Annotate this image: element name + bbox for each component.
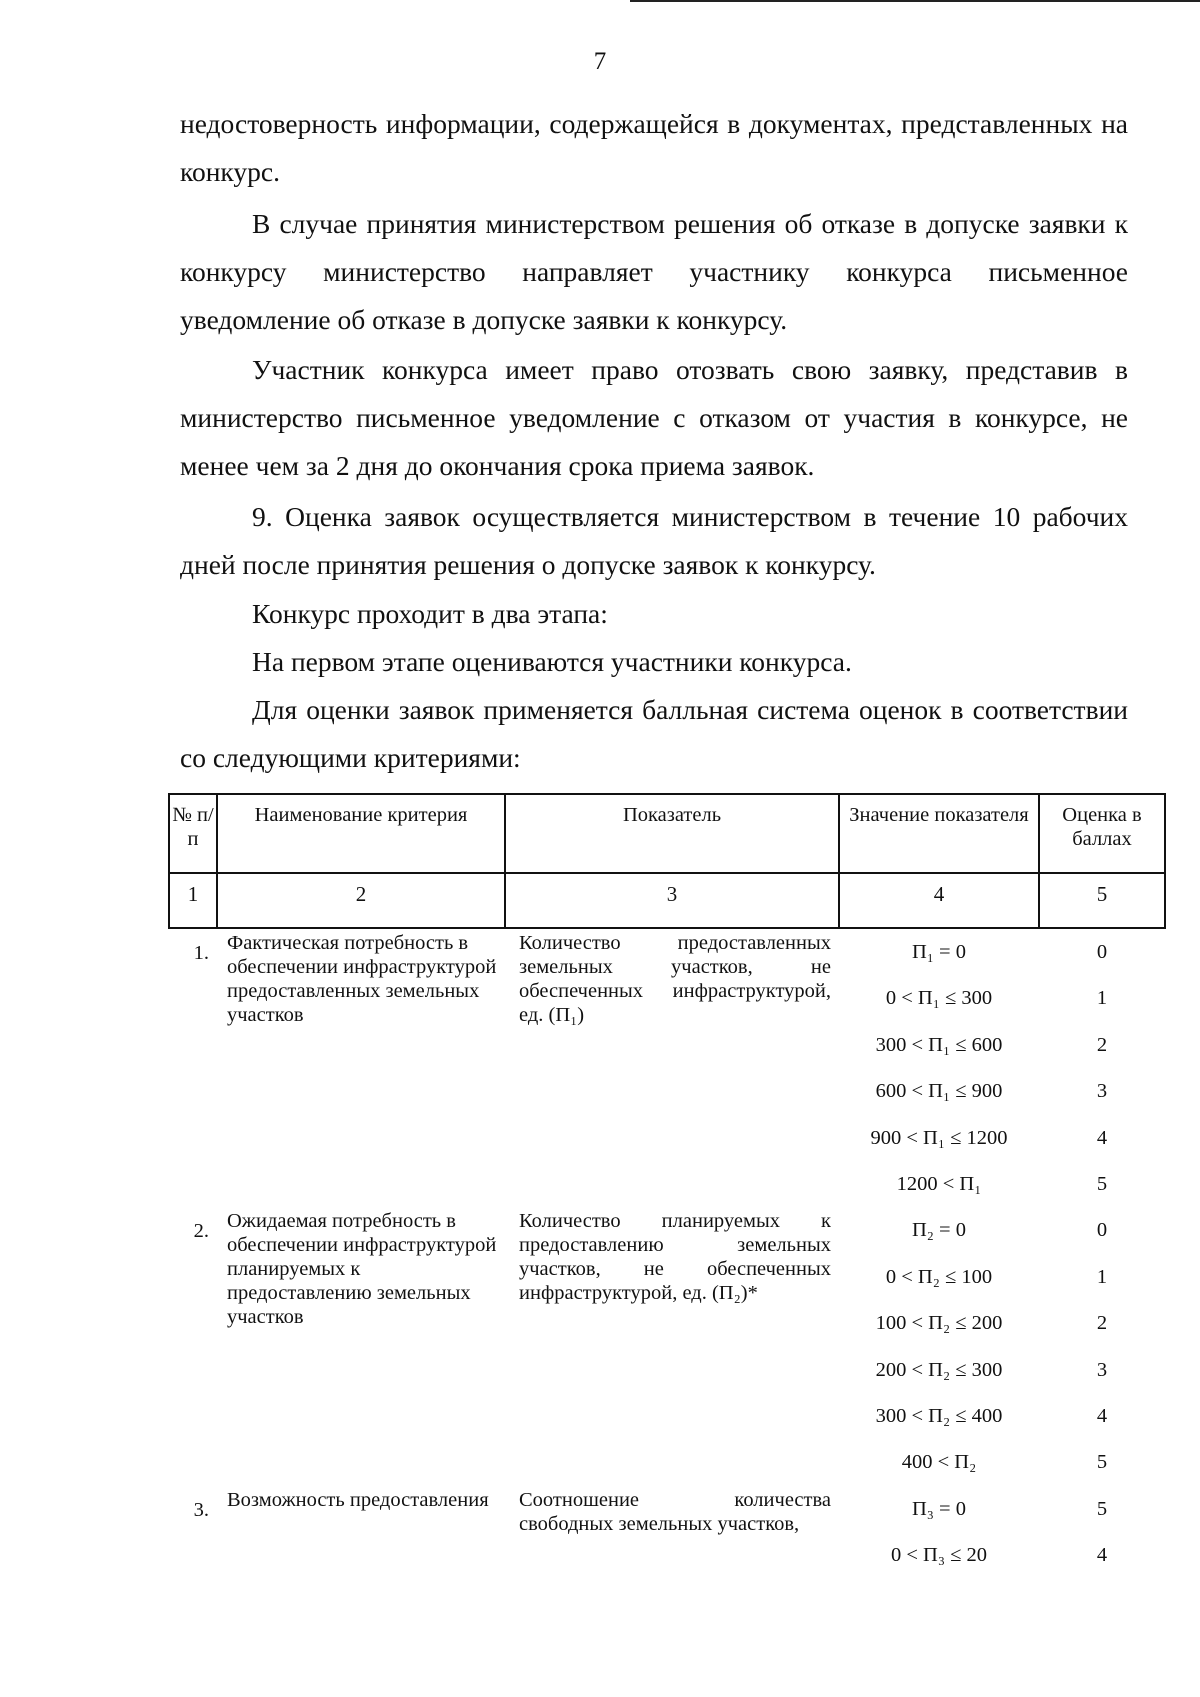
indicator-value: П₁ = 0 <box>911 941 966 963</box>
paragraph-1: недостоверность информации, содержащейся в документах, представленных на конкурс. <box>180 108 1128 187</box>
header-criterion-name: Наименование критерия <box>217 794 505 873</box>
indicator-value: 300 < П₂ ≤ 400 <box>875 1404 1003 1427</box>
criterion-name: Фактическая потребность в обеспечении инфраструктурой предоставленных земельных участков <box>227 932 497 1026</box>
score-value: 5 <box>1096 1497 1108 1520</box>
row-number: 3. <box>193 1498 209 1521</box>
header-score: Оценка в баллах <box>1039 794 1165 873</box>
column-number: 4 <box>839 873 1039 928</box>
indicator-value: 0 < П₁ ≤ 300 <box>885 987 993 1010</box>
indicator-value: 400 < П₂ <box>901 1451 977 1474</box>
column-number: 2 <box>217 873 505 928</box>
score-value: 3 <box>1096 1358 1108 1381</box>
paragraph-4: 9. Оценка заявок осуществляется министерством в течение 10 рабочих дней после принятия решения о допуске заявок к конкурсу. <box>180 501 1128 580</box>
score-value: 2 <box>1096 1033 1108 1056</box>
indicator-value: 200 < П₂ ≤ 300 <box>875 1358 1003 1381</box>
paragraph-6: На первом этапе оцениваются участники конкурса. <box>252 646 852 677</box>
paragraph-2: В случае принятия министерством решения об отказе в допуске заявки к конкурсу министерство направляет участнику конкурса письменное уведомление об отказе в допуске заявки к конкурсу. <box>180 208 1128 335</box>
paragraph-5: Конкурс проходит в два этапа: <box>252 598 608 629</box>
table-row <box>169 1486 1165 1579</box>
score-value: 5 <box>1096 1172 1108 1195</box>
criteria-table <box>168 793 1166 1578</box>
score-list <box>1039 1486 1165 1579</box>
indicator-value: 0 < П₂ ≤ 100 <box>885 1265 993 1288</box>
indicator-value: 300 < П₁ ≤ 600 <box>875 1033 1003 1056</box>
indicator: Количество планируемых к предоставлению земельных участков, не обеспеченных инфраструктурой, ед. (П₂)* <box>519 1210 831 1305</box>
column-number: 5 <box>1039 873 1165 928</box>
score-value: 4 <box>1096 1544 1108 1567</box>
table-header-row <box>169 794 1165 873</box>
row-number: 2. <box>193 1220 209 1243</box>
score-value: 5 <box>1096 1451 1108 1474</box>
header-indicator-value: Значение показателя <box>839 794 1039 873</box>
score-list <box>1039 928 1165 1207</box>
paragraph-3: Участник конкурса имеет право отозвать свою заявку, представив в министерство письменное уведомление с отказом от участия в конкурсе, не менее чем за 2 дня до окончания срока приема заявок. <box>180 354 1128 481</box>
indicator: Количество предоставленных земельных участков, не обеспеченных инфраструктурой, ед. (П₁) <box>519 932 831 1026</box>
indicator-value: 100 < П₂ ≤ 200 <box>875 1312 1003 1335</box>
column-number: 3 <box>505 873 839 928</box>
indicator-value: 600 < П₁ ≤ 900 <box>875 1080 1003 1103</box>
header-num: № п/п <box>169 794 217 873</box>
row-number: 1. <box>193 942 209 964</box>
indicator-value: П₂ = 0 <box>911 1219 966 1242</box>
score-value: 0 <box>1096 941 1108 963</box>
indicator-value: 900 < П₁ ≤ 1200 <box>870 1126 1008 1149</box>
value-list <box>839 1207 1039 1485</box>
header-indicator: Показатель <box>505 794 839 873</box>
score-value: 4 <box>1096 1404 1108 1427</box>
indicator-value: 0 < П₃ ≤ 20 <box>890 1544 987 1567</box>
score-value: 2 <box>1096 1312 1108 1335</box>
score-value: 1 <box>1096 1265 1108 1288</box>
score-value: 1 <box>1096 987 1108 1010</box>
value-list <box>839 1486 1039 1579</box>
indicator: Соотношение количества свободных земельных участков, <box>519 1488 831 1535</box>
indicator-value: П₃ = 0 <box>911 1497 966 1520</box>
indicator-value: 1200 < П₁ <box>896 1172 982 1195</box>
paragraph-7: Для оценки заявок применяется балльная система оценок в соответствии со следующими критериями: <box>180 694 1128 773</box>
table-row <box>169 1207 1165 1485</box>
column-number: 1 <box>169 873 217 928</box>
criterion-name: Ожидаемая потребность в обеспечении инфраструктурой планируемых к предоставлению земельных участков <box>227 1210 497 1329</box>
page-number: 7 <box>593 48 607 75</box>
scan-edge-line <box>630 0 1200 2</box>
score-value: 4 <box>1096 1126 1108 1149</box>
score-value: 0 <box>1096 1219 1108 1242</box>
table-column-numbers-row <box>169 873 1165 928</box>
score-list <box>1039 1207 1165 1485</box>
table-row <box>169 928 1165 1207</box>
score-value: 3 <box>1096 1080 1108 1103</box>
value-list <box>839 928 1039 1207</box>
criterion-name: Возможность предоставления <box>227 1488 489 1511</box>
